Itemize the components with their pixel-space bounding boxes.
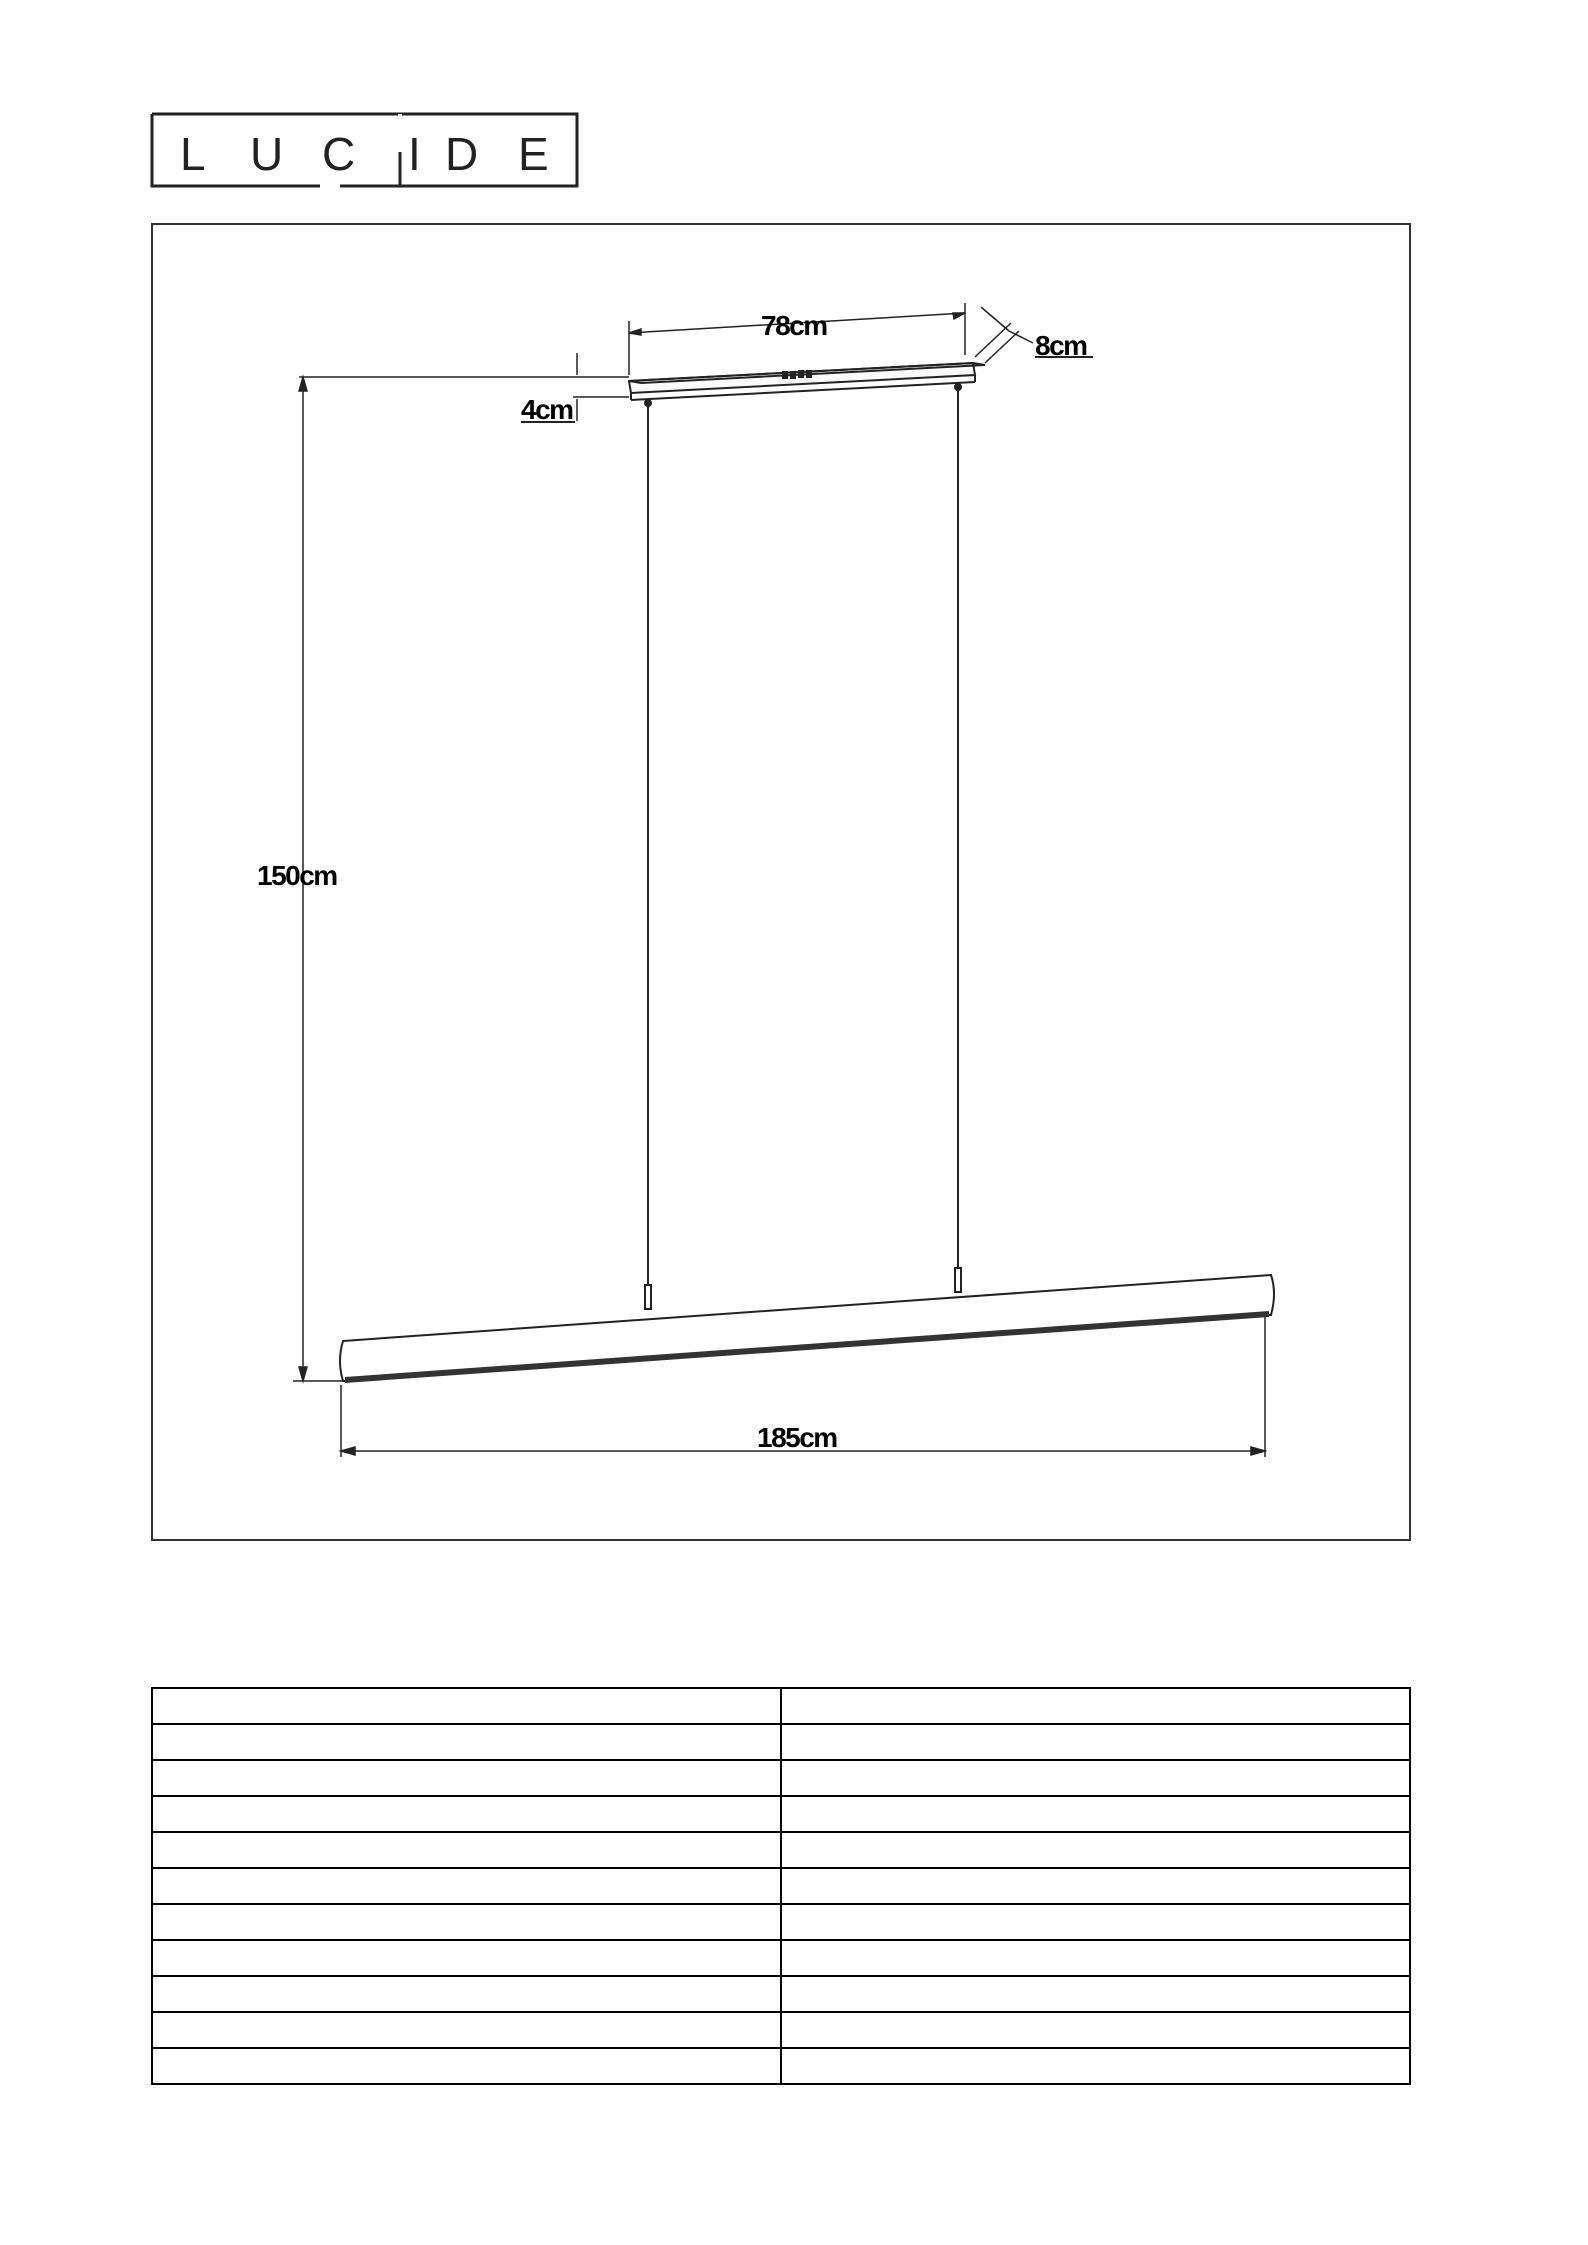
logo-letter-d: D bbox=[445, 128, 479, 180]
table-cell bbox=[152, 1904, 781, 1940]
canopy bbox=[629, 363, 985, 400]
table-row bbox=[152, 2012, 1410, 2048]
logo-letter-i: I bbox=[408, 128, 421, 180]
table-row bbox=[152, 1796, 1410, 1832]
label-total-height: 150cm bbox=[257, 860, 337, 891]
dimension-canopy-height bbox=[299, 353, 629, 421]
table-cell bbox=[152, 2012, 781, 2048]
logo-letter-l: L bbox=[180, 128, 206, 180]
logo-letter-e: E bbox=[518, 128, 549, 180]
table-cell bbox=[781, 1760, 1410, 1796]
table-row bbox=[152, 1868, 1410, 1904]
table-row bbox=[152, 1724, 1410, 1760]
light-bar bbox=[340, 1275, 1274, 1383]
logo-letter-u: U bbox=[250, 128, 284, 180]
table-cell bbox=[781, 1724, 1410, 1760]
table-cell bbox=[152, 1976, 781, 2012]
table-cell bbox=[152, 1688, 781, 1724]
label-canopy-length: 78cm bbox=[761, 310, 827, 341]
table-row bbox=[152, 2048, 1410, 2084]
label-canopy-depth: 8cm bbox=[1035, 330, 1087, 361]
lucide-logo-mark bbox=[150, 112, 579, 188]
table-cell bbox=[152, 2048, 781, 2084]
suspension-wires bbox=[645, 384, 961, 1310]
table-cell bbox=[781, 1976, 1410, 2012]
table-row bbox=[152, 1760, 1410, 1796]
table-cell bbox=[781, 1868, 1410, 1904]
table-cell bbox=[781, 1832, 1410, 1868]
brand-logo bbox=[150, 112, 579, 188]
table-cell bbox=[152, 1832, 781, 1868]
table-cell bbox=[781, 1796, 1410, 1832]
table-row bbox=[152, 1976, 1410, 2012]
table-cell bbox=[152, 1724, 781, 1760]
table-row bbox=[152, 1904, 1410, 1940]
specification-table bbox=[151, 1687, 1411, 2085]
table-cell bbox=[152, 1940, 781, 1976]
table-cell bbox=[781, 1688, 1410, 1724]
table-row bbox=[152, 1832, 1410, 1868]
dimension-drawing bbox=[151, 223, 1411, 1541]
table-cell bbox=[781, 1940, 1410, 1976]
table-cell bbox=[781, 2012, 1410, 2048]
table-row bbox=[152, 1940, 1410, 1976]
dimension-canopy-depth bbox=[975, 307, 1033, 363]
logo-letter-c: C bbox=[322, 128, 356, 180]
table-cell bbox=[152, 1796, 781, 1832]
table-cell bbox=[152, 1760, 781, 1796]
label-canopy-height: 4cm bbox=[521, 394, 573, 425]
table-row bbox=[152, 1688, 1410, 1724]
pendant-lamp-drawing bbox=[153, 225, 1413, 1543]
table-cell bbox=[781, 2048, 1410, 2084]
table-cell bbox=[781, 1904, 1410, 1940]
label-bar-length: 185cm bbox=[757, 1422, 837, 1453]
table-cell bbox=[152, 1868, 781, 1904]
